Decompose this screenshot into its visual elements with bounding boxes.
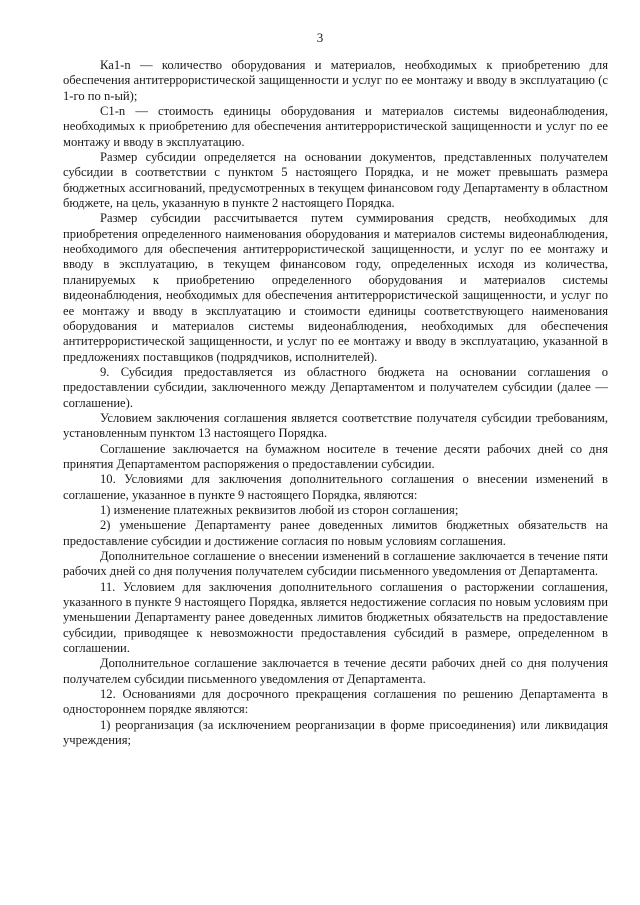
- paragraph-termination-term: Дополнительное соглашение заключается в течение десяти рабочих дней со дня получения получателем субсидии письменного уведомления от Департамента.: [63, 656, 608, 686]
- document-body: [63, 58, 608, 748]
- paragraph-c-definition: С1-n — стоимость единицы оборудования и материалов системы видеонаблюдения, необходимых к приобретению для обеспечения антитеррористической защищенности и услуг по ее монтажу и вводу в эксплуатацию.: [63, 104, 608, 149]
- paragraph-agreement-condition: Условием заключения соглашения является соответствие получателя субсидии требованиям, установленным пунктом 13 настоящего Порядка.: [63, 410, 608, 441]
- paragraph-ka-definition: Ка1-n — количество оборудования и материалов, необходимых к приобретению для обеспечения антитеррористической защищенности и услуг по ее монтажу и вводу в эксплуатацию (с 1-го по n-ый);: [63, 58, 608, 103]
- page-number: 3: [316, 30, 324, 45]
- paragraph-item-9: 9. Субсидия предоставляется из областного бюджета на основании соглашения о предоставлении субсидии, заключенного между Департаментом и получателем субсидии (далее — соглашение).: [63, 364, 608, 410]
- paragraph-item-11: 11. Условием для заключения дополнительного соглашения о расторжении соглашения, указанного в пункте 9 настоящего Порядка, является недостижение согласия по новым условиям при уменьшении Департаменту ранее доведенных лимитов бюджетных обязательств на предоставление субсидии, приводящее к невозможности предоставления субсидий в размере, определенном в соглашении.: [63, 579, 608, 656]
- paragraph-item-12: 12. Основаниями для досрочного прекращения соглашения по решению Департамента в одностороннем порядке являются:: [63, 687, 608, 717]
- paragraph-item-10-sub-1: 1) изменение платежных реквизитов любой из сторон соглашения;: [100, 502, 459, 517]
- paragraph-item-12-sub-1: 1) реорганизация (за исключением реорганизации в форме присоединения) или ликвидация учреждения;: [63, 717, 608, 748]
- paragraph-agreement-term: Соглашение заключается на бумажном носителе в течение десяти рабочих дней со дня принятия Департаментом распоряжения о предоставлении субсидии.: [63, 441, 608, 471]
- paragraph-item-10: 10. Условиями для заключения дополнительного соглашения о внесении изменений в соглашение, указанное в пункте 9 настоящего Порядка, являются:: [63, 472, 608, 502]
- paragraph-subsidy-size-determination: Размер субсидии определяется на основании документов, представленных получателем субсидии в соответствии с пунктом 5 настоящего Порядка, и не может превышать размера бюджетных ассигнований, предусмотренных в текущем финансовом году Департаменту в областном бюджете, на цель, указанную в пункте 2 настоящего Порядка.: [63, 150, 608, 211]
- paragraph-subsidy-size-calculation: Размер субсидии рассчитывается путем суммирования средств, необходимых для приобретения определенного наименования оборудования и материалов системы видеонаблюдения, необходимого для обеспечения антитеррористической защищенности, и услуг по ее монтажу и вводу в эксплуатацию, в текущем финансовом году, определенных исходя из количества, планируемых к приобретению определенного оборудования и материалов системы видеонаблюдения, необходимых для обеспечения антитеррористической защищенности, и услуг по ее монтажу и вводу в эксплуатацию и стоимости единицы соответствующего наименования оборудования и материалов системы видеонаблюдения, необходимых для обеспечения антитеррористической защищенности, и услуг по ее монтажу и вводу в эксплуатацию, указанной в предложениях поставщиков (подрядчиков, исполнителей).: [63, 211, 608, 364]
- paragraph-amendment-term: Дополнительное соглашение о внесении изменений в соглашение заключается в течение пяти рабочих дней со дня получения получателем субсидии письменного уведомления от Департамента.: [63, 549, 608, 579]
- paragraph-item-10-sub-2: 2) уменьшение Департаменту ранее доведенных лимитов бюджетных обязательств на предоставление субсидии и достижение согласия по новым условиям соглашения.: [63, 518, 608, 548]
